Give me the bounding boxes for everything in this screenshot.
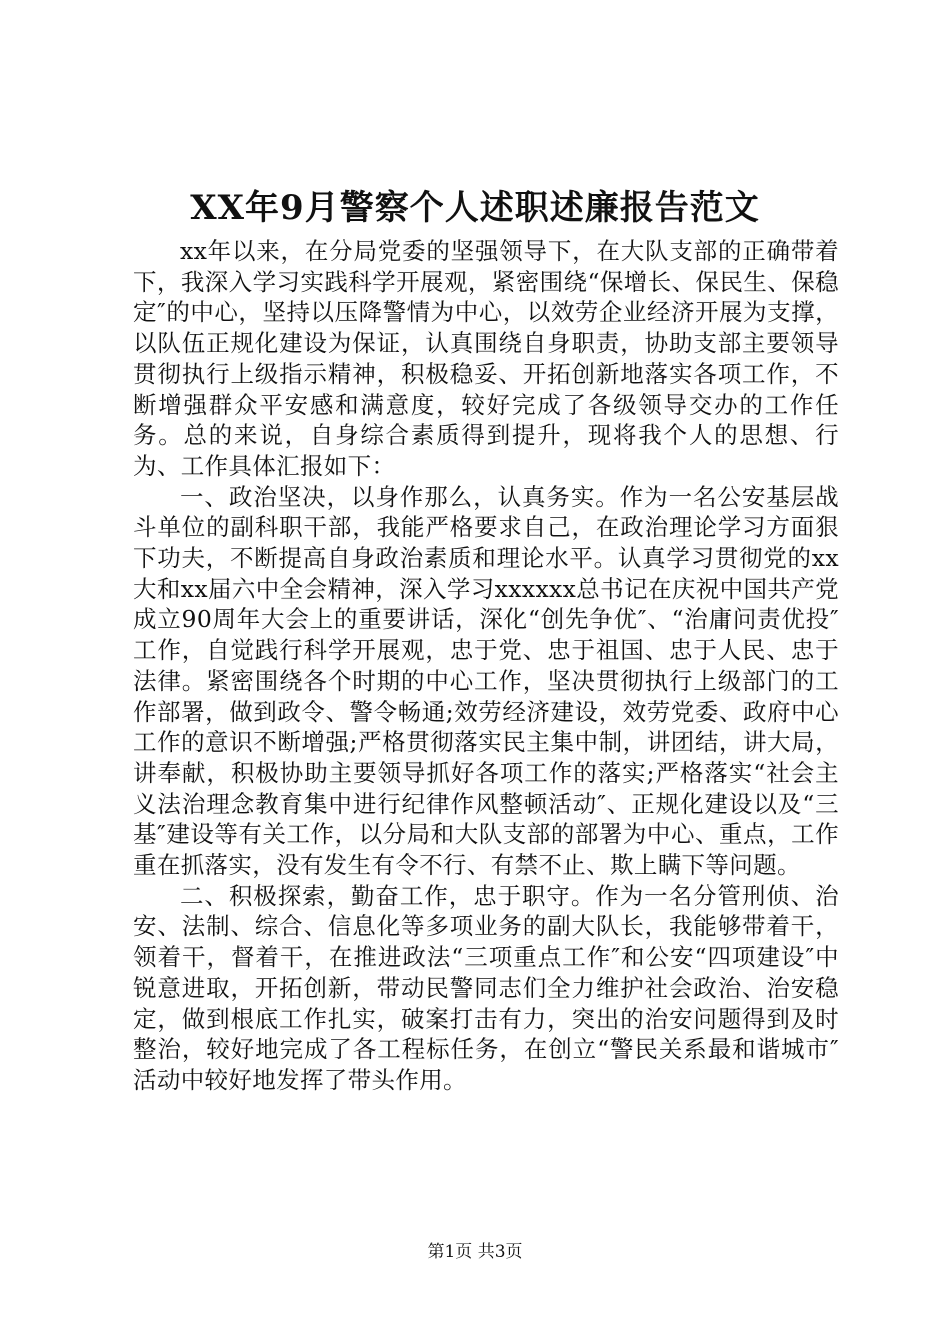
paragraph-section-one: 一、政治坚决，以身作那么，认真务实。作为一名公安基层战斗单位的副科职干部，我能严格要求自己，在政治理论学习方面狠下功夫，不断提高自身政治素质和理论水平。认真学习贯彻党的xx大和xx届六中全会精神，深入学习xxxxxx总书记在庆祝中国共产党成立90周年大会上的重要讲话，深化“创先争优″、“治庸问责优投″工作，自觉践行科学开展观，忠于党、忠于祖国、忠于人民、忠于法律。紧密围绕各个时期的中心工作，坚决贯彻执行上级部门的工作部署，做到政令、警令畅通;效劳经济建设，效劳党委、政府中心工作的意识不断增强;严格贯彻落实民主集中制，讲团结，讲大局，讲奉献，积极协助主要领导抓好各项工作的落实;严格落实“社会主义法治理念教育集中进行纪律作风整顿活动″、正规化建设以及“三基″建设等有关工作，以分局和大队支部的部署为中心、重点，工作重在抓落实，没有发生有令不行、有禁不止、欺上瞒下等问题。 — [133, 482, 839, 880]
paragraph-section-two: 二、积极探索，勤奋工作，忠于职守。作为一名分管刑侦、治安、法制、综合、信息化等多项业务的副大队长，我能够带着干，领着干，督着干，在推进政法“三项重点工作″和公安“四项建设″中锐意进取，开拓创新，带动民警同志们全力维护社会政治、治安稳定，做到根底工作扎实，破案打击有力，突出的治安问题得到及时整治，较好地完成了各工程标任务，在创立“警民关系最和谐城市″活动中较好地发挥了带头作用。 — [133, 881, 839, 1094]
paragraph-intro: xx年以来，在分局党委的坚强领导下，在大队支部的正确带着下，我深入学习实践科学开展观，紧密围绕“保增长、保民生、保稳定″的中心，坚持以压降警情为中心，以效劳企业经济开展为支撑，以队伍正规化建设为保证，认真围绕自身职责，协助支部主要领导贯彻执行上级指示精神，积极稳妥、开拓创新地落实各项工作，不断增强群众平安感和满意度，较好完成了各级领导交办的工作任务。总的来说，自身综合素质得到提升，现将我个人的思想、行为、工作具体汇报如下： — [133, 237, 839, 480]
document-body — [133, 236, 839, 1096]
document-title: XX年9月警察个人述职述廉报告范文 — [190, 188, 760, 228]
page-number-footer: 第1页 共3页 — [427, 1242, 523, 1262]
